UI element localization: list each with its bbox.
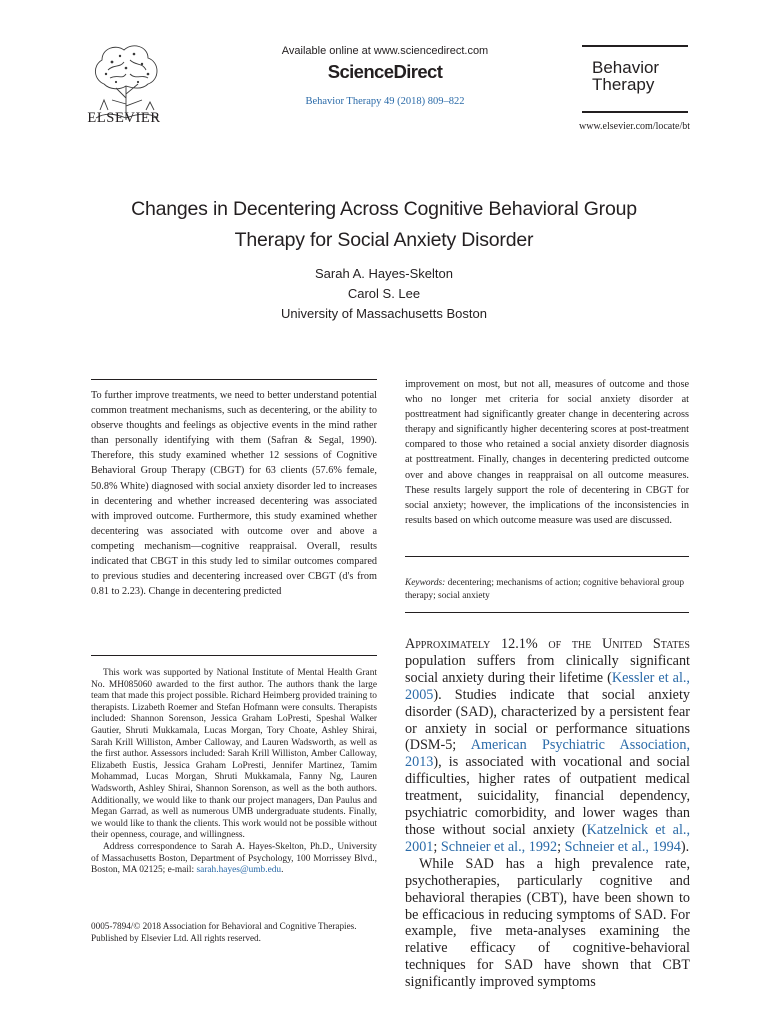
body-paragraph-1 [405,636,690,856]
body-text: ; [433,838,441,855]
journal-title-rule-bottom [582,111,688,113]
footnote [91,668,377,877]
citation-link[interactable]: American Psychiatric Association, 2013 [405,737,691,771]
footnote-address [91,842,377,877]
keywords-text: decentering; mechanisms of action; cognitive behavioral group therapy; social anxiety [405,578,685,601]
author-affiliation: University of Massachusetts Boston [281,306,487,321]
citation-link[interactable]: Kessler et al., 2005 [405,669,690,703]
body-lead-in: Approximately [405,636,491,652]
body-text: ), is associated with vocational and social difficulties, higher rates of outpatient medical treatment, suicidality, financial dependency, psychiatric comorbidity, and lower wages than those without social anxiety ( [405,754,690,838]
available-online-text: Available online at www.sciencedirect.com [281,45,489,57]
body-text: ; [557,838,565,855]
citation-link[interactable]: Katzelnick et al., 2001 [405,821,690,855]
article-body [405,636,690,991]
body-text: 12.1% [490,636,549,652]
copyright-line1: 0005-7894/© 2018 Association for Behavioral and Cognitive Therapies. [91,921,357,931]
article-title-line2: Therapy for Social Anxiety Disorder [234,229,534,251]
author-1: Sarah A. Hayes-Skelton [314,266,454,281]
footnote-rule [91,655,377,656]
journal-title-rule-top [582,45,688,47]
body-paragraph-2: While SAD has a high prevalence rate, psychotherapies, particularly cognitive and behavioral therapies (CBT), have been shown to be efficacious in reducing symptoms of SAD. For example, five meta-analyses examining the relative efficacy of cognitive-behavioral techniques for SAD have shown that CBT significantly improved symptoms [405,855,690,991]
correspondence-email-link[interactable]: sarah.hayes@umb.edu [196,865,282,876]
copyright-notice [91,921,377,944]
footnote-address-end: . [281,865,284,876]
article-title [60,194,708,256]
journal-title-line2: Therapy [592,75,655,94]
body-small-caps: of the United States [548,636,690,652]
journal-title [592,59,692,93]
sciencedirect-logo: ScienceDirect [327,61,443,82]
keywords [405,577,689,603]
abstract-rule-top [91,379,377,380]
publisher-logo-wordmark: ELSEVIER [87,110,161,126]
body-text: population suffers from clinically significant social anxiety during their lifetime ( [405,652,690,686]
body-text: ). [680,838,690,855]
citation-link[interactable]: Schneier et al., 1994 [564,838,681,855]
footnote-funding: This work was supported by National Institute of Mental Health Grant No. MH085060 awarded to the first author. The authors thank the large team that made this project possible. Richard Heimberg provided training to therapists. Lizabeth Roemer and Stefan Hofmann were consults. Therapists included: Shannon Sorenson, Jessica Graham LoPresti, Speshal Walker Gautier, Shruti Mukkamala, Lucas Morgan, Tory Choate, Ashley Shirai, Sarah Krill Williston, Amber Calloway, and Lauren Wadsworth, as well as the first author. Assessors included: Sarah Krill Williston, Amber Calloway, Elizabeth Eustis, Jessica Graham LoPresti, Jennifer Martinez, Tamim Mohammad, Lucas Morgan, Shruti Mukkamala, Fanny Ng, Lauren Wadsworth, Ashley Shirai, Shannon Sorenson, as well as the both authors. Additionally, we would like to thank our project managers, Dan Paulus and Megan Garrad, as well as numerous UMB undergraduate students. Finally, we would like to thank the clients. This work would not be possible without their openness, courage, and willingness. [91,668,377,841]
journal-citation-link[interactable]: Behavior Therapy 49 (2018) 809–822 [305,96,465,107]
journal-url-link[interactable]: www.elsevier.com/locate/bt [579,121,690,132]
copyright-line2: Published by Elsevier Ltd. All rights reserved. [91,932,261,943]
author-2: Carol S. Lee [347,286,421,301]
abstract-left-column: To further improve treatments, we need to better understand potential common treatment mechanisms, such as decentering, or the ability to observe thoughts and feelings as objective events in the mind rather than personally identifying with them (Safran & Segal, 1990). Therefore, this study examined whether 12 sessions of Cognitive Behavioral Group Therapy (CBGT) for 63 clients (57.6% female, 50.8% White) diagnosed with social anxiety disorder led to increases in decentering and whether increased decentering was associated with improved outcome. Furthermore, this study examined whether decentering was associated with outcome over and above a competing mechanism—cognitive reappraisal. Overall, results indicated that CBGT in this study led to similar outcomes compared to previous studies and decentering increased over CBGT (d's from 0.81 to 2.23). Change in decentering predicted [91,390,377,598]
journal-title-line1: Behavior [592,58,660,77]
footnote-address-text: Address correspondence to Sarah A. Hayes-Skelton, Ph.D., University of Massachusetts Boston, Department of Psychology, 100 Morrissey Blvd., Boston, MA 02125; e-mail: [91,841,377,876]
citation-link[interactable]: Schneier et al., 1992 [440,838,558,855]
article-title-line1: Changes in Decentering Across Cognitive Behavioral Group [131,198,637,220]
keywords-label: Keywords: [405,578,446,588]
keywords-rule-bottom [405,612,689,613]
abstract-rule-bottom [405,556,689,557]
body-text: ). Studies indicate that social anxiety disorder (SAD), characterized by a persistent fear or anxiety in social or performance situations (DSM-5; [405,686,690,754]
abstract-right-column: improvement on most, but not all, measures of outcome and those who no longer met criteria for social anxiety disorder at posttreatment had significantly greater change in decentering across therapy and significantly higher decentering scores at post-treatment compared to those who retained a social anxiety disorder diagnosis at posttreatment. Finally, changes in decentering predicted outcome over and above changes in reappraisal on all outcome measures. These results largely support the role of decentering in CBGT for social anxiety; however, the implications of the inconsistencies in results based on which outcome measure was used are discussed. [405,379,689,526]
